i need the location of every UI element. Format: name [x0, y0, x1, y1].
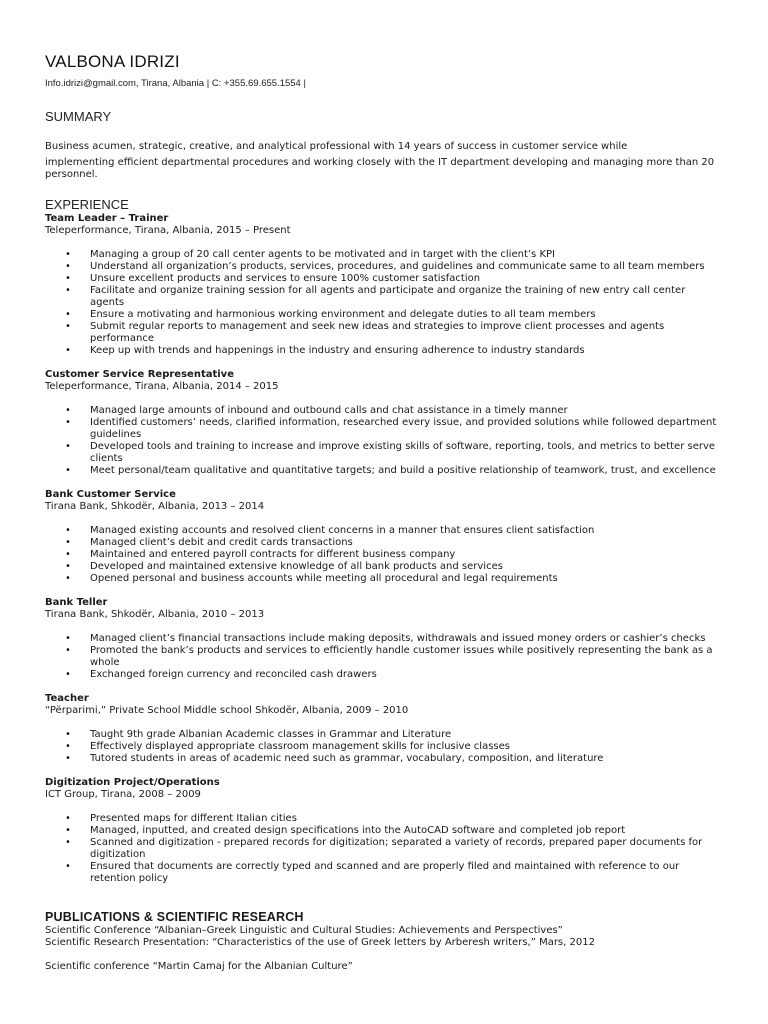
job-title: Customer Service Representative	[45, 369, 234, 380]
job-entry	[45, 213, 728, 369]
job-duty-text: Meet personal/team qualitative and quantitative targets; and build a positive relationship of teamwork, trust, and excellence	[90, 465, 716, 476]
job-duty-item	[45, 525, 720, 537]
spacer	[45, 585, 728, 597]
job-duties-list	[45, 249, 728, 357]
job-duty-item	[45, 261, 720, 273]
job-duty-text: Identified customers’ needs, clarified information, researched every issue, and provided solutions while followed department guidelines	[90, 417, 717, 440]
job-duty-text: Tutored students in areas of academic need such as grammar, vocabulary, composition, and literature	[90, 753, 604, 764]
job-duty-item	[45, 837, 720, 861]
job-duty-item	[45, 813, 720, 825]
job-duties-list	[45, 813, 728, 885]
job-duty-item	[45, 273, 720, 285]
job-duty-item	[45, 441, 720, 465]
job-duty-text: Maintained and entered payroll contracts for different business company	[90, 549, 456, 560]
job-duty-item	[45, 417, 720, 441]
job-duty-item	[45, 465, 720, 477]
job-duty-item	[45, 825, 720, 837]
job-duty-item	[45, 573, 720, 585]
bullet-icon: •	[65, 753, 71, 764]
bullet-icon: •	[65, 813, 71, 824]
job-duty-text: Managed existing accounts and resolved client concerns in a manner that ensures client satisfaction	[90, 525, 595, 536]
job-duties-list	[45, 405, 728, 477]
spacer	[45, 681, 728, 693]
bullet-icon: •	[65, 645, 71, 656]
job-duty-text: Managed, inputted, and created design specifications into the AutoCAD software and completed job report	[90, 825, 626, 836]
spacer	[45, 477, 728, 489]
publication-item: Scientific Research Presentation: “Characteristics of the use of Greek letters by Arberesh writers,” Mars, 2012	[45, 937, 595, 948]
job-entry	[45, 597, 728, 693]
bullet-icon: •	[65, 561, 71, 572]
bullet-icon: •	[65, 309, 71, 320]
job-duty-item	[45, 669, 720, 681]
summary-line: implementing efficient departmental procedures and working closely with the IT department developing and managing more than 20 personnel.	[45, 157, 715, 180]
job-employer-dates: Teleperformance, Tirana, Albania, 2015 – Present	[45, 225, 291, 236]
bullet-icon: •	[65, 573, 71, 584]
job-duty-item	[45, 549, 720, 561]
candidate-name: VALBONA IDRIZI	[45, 52, 180, 71]
bullet-icon: •	[65, 825, 71, 836]
job-duty-text: Submit regular reports to management and seek new ideas and strategies to improve client processes and agents performance	[90, 321, 665, 344]
bullet-icon: •	[65, 261, 71, 272]
job-duties-list	[45, 525, 728, 585]
job-duty-text: Scanned and digitization - prepared records for digitization; separated a variety of records, prepared paper documents for digitization	[90, 837, 703, 860]
experience-list	[45, 213, 728, 897]
job-entry	[45, 777, 728, 897]
bullet-icon: •	[65, 525, 71, 536]
job-employer-dates: Tirana Bank, Shkodër, Albania, 2010 – 2013	[45, 609, 265, 620]
summary-line: Business acumen, strategic, creative, and analytical professional with 14 years of success in customer service while	[45, 141, 628, 152]
bullet-icon: •	[65, 861, 71, 872]
bullet-icon: •	[65, 285, 71, 296]
bullet-icon: •	[65, 465, 71, 476]
job-duty-text: Developed tools and training to increase and improve existing skills of software, reporting, tools, and metrics to better serve clients	[90, 441, 716, 464]
job-duty-item	[45, 741, 720, 753]
job-duty-text: Developed and maintained extensive knowledge of all bank products and services	[90, 561, 503, 572]
bullet-icon: •	[65, 633, 71, 644]
summary-heading: SUMMARY	[45, 109, 112, 124]
job-entry	[45, 369, 728, 489]
bullet-icon: •	[65, 345, 71, 356]
spacer	[45, 765, 728, 777]
bullet-icon: •	[65, 537, 71, 548]
job-employer-dates: Tirana Bank, Shkodër, Albania, 2013 – 2014	[45, 501, 265, 512]
job-duty-text: Keep up with trends and happenings in the industry and ensuring adherence to industry standards	[90, 345, 585, 356]
job-duty-item	[45, 285, 720, 309]
job-title: Teacher	[45, 693, 89, 704]
job-duty-text: Effectively displayed appropriate classroom management skills for inclusive classes	[90, 741, 510, 752]
job-duty-text: Exchanged foreign currency and reconciled cash drawers	[90, 669, 377, 680]
job-entry	[45, 693, 728, 777]
job-duty-item	[45, 321, 720, 345]
bullet-icon: •	[65, 321, 71, 332]
job-employer-dates: ICT Group, Tirana, 2008 – 2009	[45, 789, 201, 800]
bullet-icon: •	[65, 249, 71, 260]
job-duty-item	[45, 345, 720, 357]
bullet-icon: •	[65, 669, 71, 680]
job-duty-text: Presented maps for different Italian cities	[90, 813, 297, 824]
job-duty-item	[45, 561, 720, 573]
job-duty-item	[45, 309, 720, 321]
publications-heading: PUBLICATIONS & SCIENTIFIC RESEARCH	[45, 910, 304, 924]
job-duty-item	[45, 633, 720, 645]
bullet-icon: •	[65, 837, 71, 848]
job-duty-text: Facilitate and organize training session for all agents and participate and organize the training of new entry call center agents	[90, 285, 686, 308]
publication-item: Scientific Conference “Albanian–Greek Linguistic and Cultural Studies: Achievements and Perspectives”	[45, 925, 563, 936]
bullet-icon: •	[65, 405, 71, 416]
job-duties-list	[45, 633, 728, 681]
bullet-icon: •	[65, 741, 71, 752]
bullet-icon: •	[65, 273, 71, 284]
job-title: Digitization Project/Operations	[45, 777, 220, 788]
spacer	[45, 357, 728, 369]
job-duty-text: Managed large amounts of inbound and outbound calls and chat assistance in a timely manner	[90, 405, 568, 416]
spacer	[45, 885, 728, 897]
job-duty-text: Opened personal and business accounts while meeting all procedural and legal requirements	[90, 573, 558, 584]
bullet-icon: •	[65, 729, 71, 740]
experience-heading: EXPERIENCE	[45, 197, 129, 212]
job-duty-item	[45, 645, 720, 669]
publication-item: Scientific conference “Martin Camaj for the Albanian Culture”	[45, 961, 353, 972]
job-duty-item	[45, 729, 720, 741]
spacer	[45, 949, 728, 961]
job-duty-item	[45, 537, 720, 549]
job-employer-dates: Teleperformance, Tirana, Albania, 2014 – 2015	[45, 381, 279, 392]
job-title: Team Leader – Trainer	[45, 213, 169, 224]
job-duty-item	[45, 405, 720, 417]
job-title: Bank Teller	[45, 597, 108, 608]
job-duty-text: Managed client’s financial transactions include making deposits, withdrawals and issued money orders or cashier’s checks	[90, 633, 706, 644]
job-duty-text: Managed client’s debit and credit cards transactions	[90, 537, 353, 548]
job-duty-item	[45, 753, 720, 765]
job-duty-text: Ensured that documents are correctly typed and scanned and are properly filed and maintained with reference to our retention policy	[90, 861, 680, 884]
job-duties-list	[45, 729, 728, 765]
bullet-icon: •	[65, 549, 71, 560]
bullet-icon: •	[65, 441, 71, 452]
job-duty-text: Promoted the bank’s products and services to efficiently handle customer issues while positively representing the bank as a whole	[90, 645, 713, 668]
job-duty-text: Unsure excellent products and services to ensure 100% customer satisfaction	[90, 273, 481, 284]
job-duty-text: Ensure a motivating and harmonious working environment and delegate duties to all team members	[90, 309, 596, 320]
job-title: Bank Customer Service	[45, 489, 176, 500]
job-entry	[45, 489, 728, 597]
job-duty-item	[45, 861, 720, 885]
job-duty-text: Taught 9th grade Albanian Academic classes in Grammar and Literature	[90, 729, 452, 740]
summary-paragraph	[45, 139, 725, 181]
job-duty-text: Understand all organization’s products, services, procedures, and guidelines and communicate same to all team members	[90, 261, 705, 272]
job-duty-item	[45, 249, 720, 261]
contact-line: Info.idrizi@gmail.com, Tirana, Albania | C: +355.69.655.1554 |	[45, 78, 306, 89]
job-duty-text: Managing a group of 20 call center agents to be motivated and in target with the client’s KPI	[90, 249, 555, 260]
bullet-icon: •	[65, 417, 71, 428]
job-employer-dates: “Përparimi,” Private School Middle school Shkodër, Albania, 2009 – 2010	[45, 705, 409, 716]
